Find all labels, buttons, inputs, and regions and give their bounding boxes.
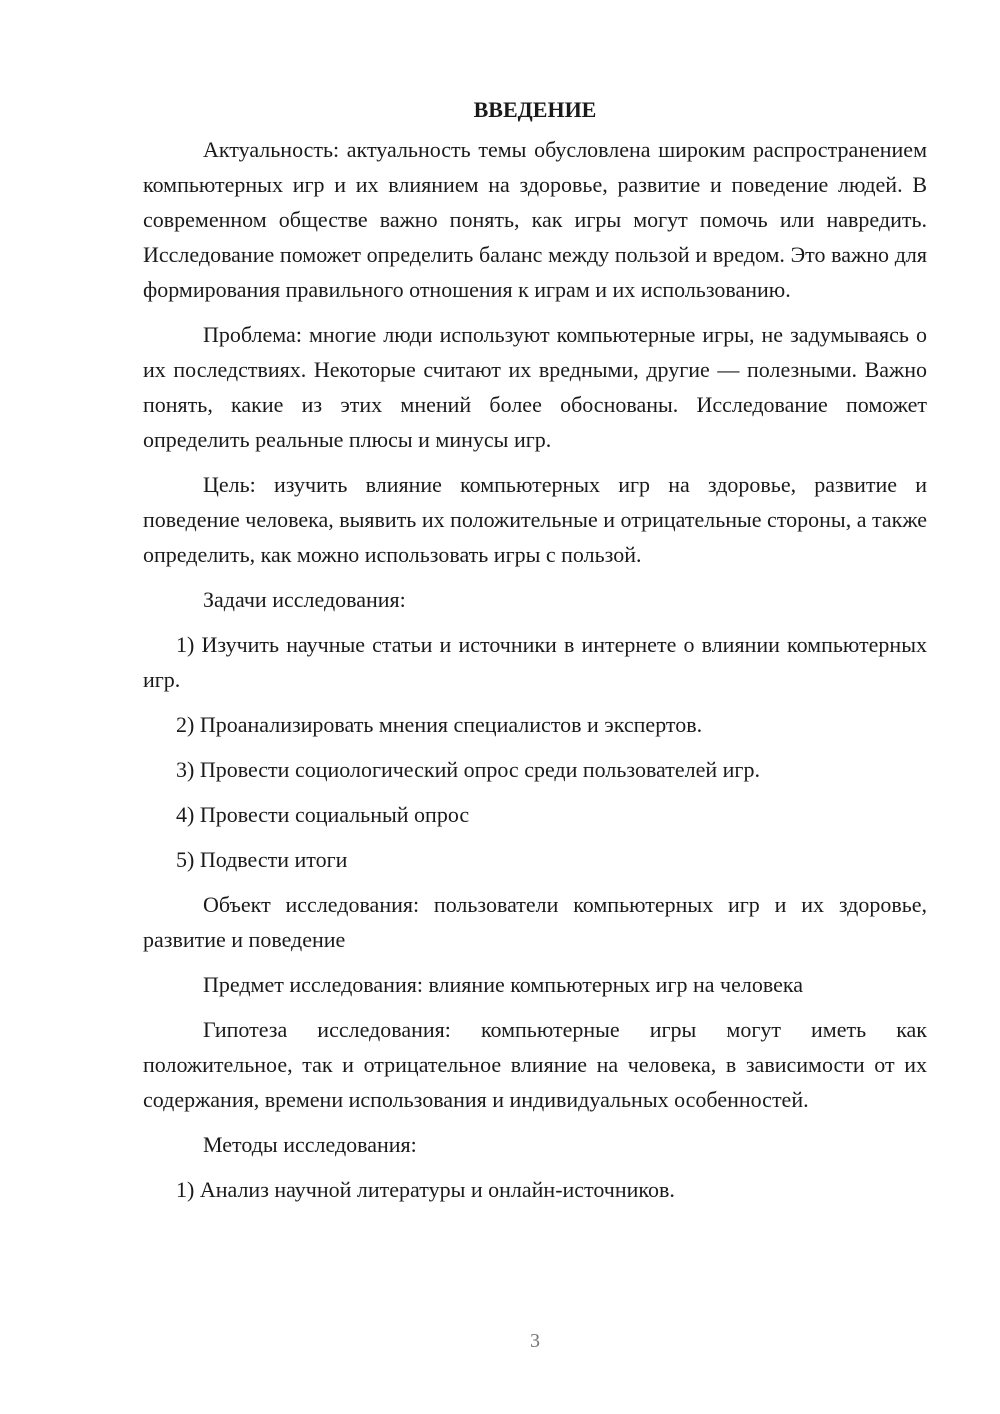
tasks-heading: Задачи исследования: — [203, 587, 406, 612]
methods-heading: Методы исследования: — [203, 1132, 417, 1157]
method-item: 1) Анализ научной литературы и онлайн-источников. — [176, 1177, 675, 1202]
hypothesis-paragraph: Гипотеза исследования: компьютерные игры могут иметь как положительное, так и отрицательное влияние на человека, в зависимости от их содержания, времени использования и индивидуальных особенностей. — [143, 1017, 927, 1112]
problem-paragraph: Проблема: многие люди используют компьютерные игры, не задумываясь о их последствиях. Некоторые считают их вредными, другие — полезными. Важно понять, какие из этих мнений более обоснованы. Исследование поможет определить реальные плюсы и минусы игр. — [143, 322, 927, 452]
task-item: 5) Подвести итоги — [176, 847, 348, 872]
page-number-container — [0, 1330, 1000, 1353]
task-item: 3) Провести социологический опрос среди пользователей игр. — [176, 757, 760, 782]
relevance-paragraph: Актуальность: актуальность темы обусловлена широким распространением компьютерных игр и их влиянием на здоровье, развитие и поведение людей. В современном обществе важно понять, как игры могут помочь или навредить. Исследование поможет определить баланс между пользой и вредом. Это важно для формирования правильного отношения к играм и их использованию. — [143, 137, 927, 302]
task-item: 4) Провести социальный опрос — [176, 802, 470, 827]
task-item: 1) Изучить научные статьи и источники в интернете о влиянии компьютерных игр. — [143, 632, 927, 692]
page-number: 3 — [530, 1330, 540, 1352]
goal-paragraph: Цель: изучить влияние компьютерных игр на здоровье, развитие и поведение человека, выявить их положительные и отрицательные стороны, а также определить, как можно использовать игры с пользой. — [143, 472, 927, 567]
document-page — [143, 92, 927, 1217]
task-item: 2) Проанализировать мнения специалистов и экспертов. — [176, 712, 703, 737]
page-title: ВВЕДЕНИЕ — [473, 97, 597, 122]
subject-paragraph: Предмет исследования: влияние компьютерных игр на человека — [203, 972, 803, 997]
object-paragraph: Объект исследования: пользователи компьютерных игр и их здоровье, развитие и поведение — [143, 892, 927, 952]
